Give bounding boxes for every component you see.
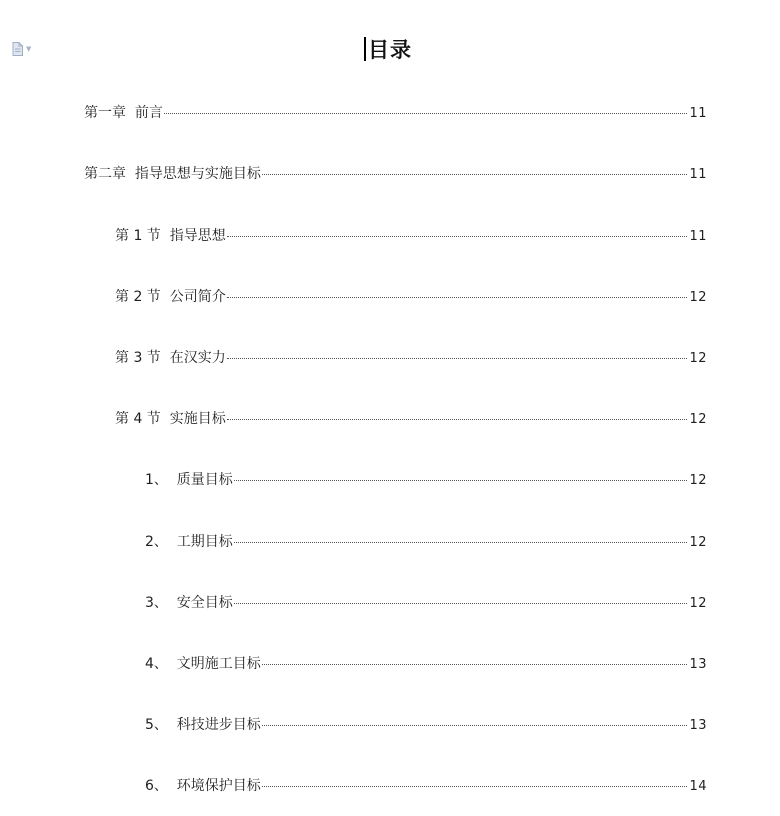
toc-entry[interactable] [145, 653, 707, 673]
toc-page-number: 11 [689, 106, 707, 121]
toc-entry[interactable] [115, 347, 707, 367]
toc-leader [234, 542, 688, 543]
toc-entry[interactable] [115, 225, 707, 245]
toc-leader [227, 236, 688, 237]
toc-entry-text: 4、 文明施工目标 [145, 656, 261, 672]
toc-leader [227, 297, 688, 298]
toc-entry[interactable] [115, 408, 707, 428]
toc-entry-text: 第 2 节 公司简介 [115, 289, 226, 305]
toc-entry[interactable] [145, 714, 707, 734]
toc-page-number: 12 [689, 596, 707, 611]
toc-page-number: 13 [689, 657, 707, 672]
toc-leader [164, 113, 688, 114]
toc-page-number: 11 [689, 229, 707, 244]
toc-leader [234, 603, 688, 604]
toc-leader [262, 725, 688, 726]
toc-entry[interactable] [84, 163, 707, 183]
toc-entry-text: 第一章 前言 [84, 105, 163, 121]
toc-page-number: 14 [689, 779, 707, 794]
toc-leader [234, 480, 688, 481]
toc-entry[interactable] [145, 469, 707, 489]
toc-entry-text: 3、 安全目标 [145, 595, 233, 611]
toc-entry-text: 5、 科技进步目标 [145, 717, 261, 733]
toc-leader [262, 786, 688, 787]
toc-entry-text: 第 1 节 指导思想 [115, 228, 226, 244]
toc-entry-text: 第 4 节 实施目标 [115, 411, 226, 427]
toc-page-number: 12 [689, 535, 707, 550]
toc-entry-text: 第 3 节 在汉实力 [115, 350, 226, 366]
toc-entry-text: 6、 环境保护目标 [145, 778, 261, 794]
toc-entry[interactable] [145, 775, 707, 795]
text-cursor [364, 37, 366, 61]
toc-entry[interactable] [145, 531, 707, 551]
toc-leader [227, 419, 688, 420]
toc-entry-text: 第二章 指导思想与实施目标 [84, 166, 261, 182]
toc-title[interactable] [368, 34, 412, 64]
chevron-down-icon: ▼ [26, 44, 32, 53]
toc-page-number: 12 [689, 290, 707, 305]
toc-entry-text: 2、 工期目标 [145, 534, 233, 550]
toc-entry[interactable] [145, 592, 707, 612]
toc-entry[interactable] [84, 102, 707, 122]
toc-leader [227, 358, 688, 359]
toc-page-number: 12 [689, 473, 707, 488]
toc-page-number: 13 [689, 718, 707, 733]
toc-page-number: 11 [689, 167, 707, 182]
toc-title-area [0, 34, 780, 64]
toc-page-number: 12 [689, 351, 707, 366]
toc-entry-text: 1、 质量目标 [145, 472, 233, 488]
toc-page-number: 12 [689, 412, 707, 427]
toc-entry[interactable] [115, 286, 707, 306]
toc-leader [262, 174, 688, 175]
toc-leader [262, 664, 688, 665]
toc-title-text: 目录 [368, 37, 412, 62]
